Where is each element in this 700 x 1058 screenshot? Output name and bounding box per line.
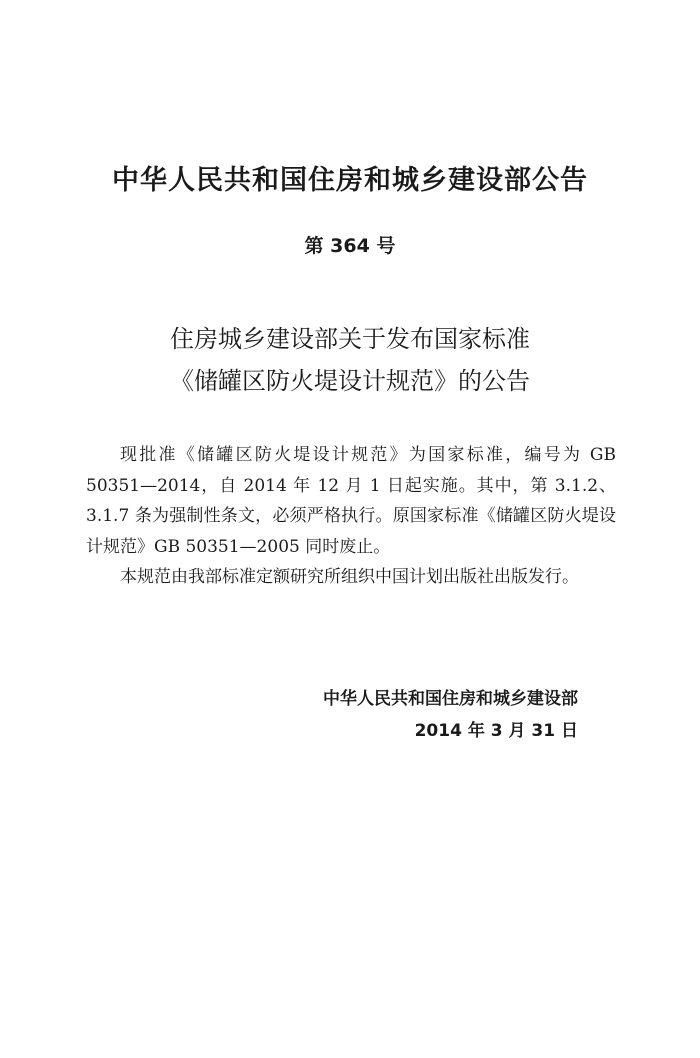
subtitle-line-1: 住房城乡建设部关于发布国家标准	[170, 325, 530, 353]
announcement-body	[86, 440, 616, 593]
signature-block	[323, 683, 578, 747]
announcement-title: 中华人民共和国住房和城乡建设部公告	[112, 165, 588, 196]
body-paragraph-2: 本规范由我部标准定额研究所组织中国计划出版社出版发行。	[120, 567, 579, 587]
announcement-subtitle	[0, 318, 700, 402]
body-paragraph-1: 现批准《储罐区防火堤设计规范》为国家标准，编号为 GB 50351—2014，自 2014 年 12 月 1 日起实施。其中，第 3.1.2、3.1.7 条为强制性条文，必须严格执行。原国家标准《储罐区防火堤设计规范》GB 50351—2005 同时废止。	[86, 445, 616, 557]
subtitle-line-2: 《储罐区防火堤设计规范》的公告	[170, 367, 530, 395]
announcement-number: 第 364 号	[304, 235, 396, 257]
issue-date: 2014 年 3 月 31 日	[414, 721, 578, 741]
issuer-name: 中华人民共和国住房和城乡建设部	[323, 689, 578, 709]
